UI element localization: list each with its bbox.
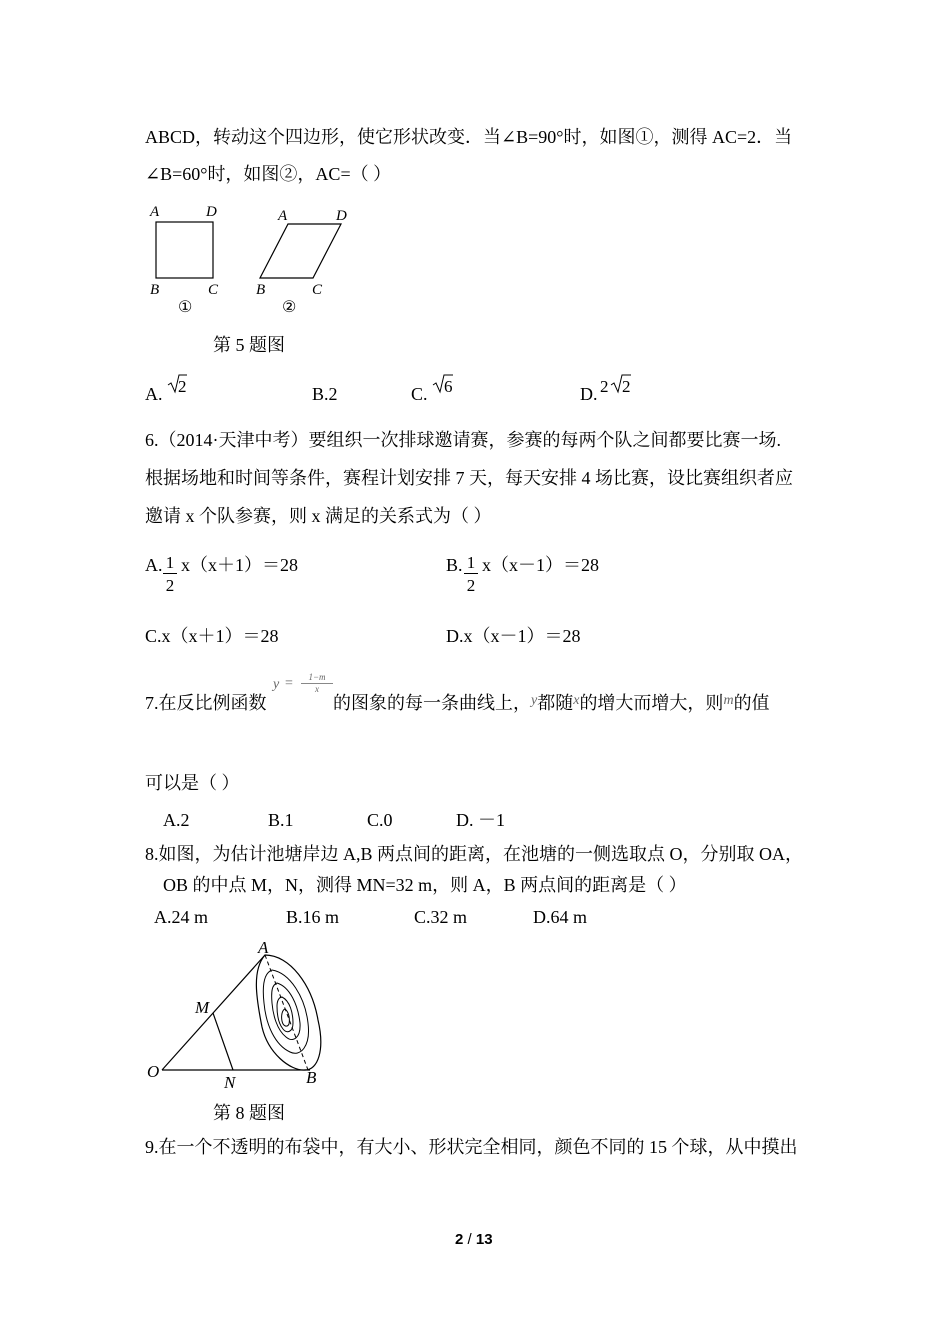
fig1-number: ① [178,299,193,316]
q6-option-a: A. 1 2 x（x＋1）＝28 [145,553,345,603]
segment-mn [213,1013,233,1070]
fig8-label-n: N [224,1073,236,1092]
q6-option-d: D.x（x－1）＝28 [446,626,581,646]
q5-option-b: B.2 [312,384,338,404]
q8-caption: 第 8 题图 [213,1103,285,1123]
segment-ab-dashed [265,955,308,1070]
q6-line3: 邀请 x 个队参赛，则 x 满足的关系式为（ ） [145,506,492,526]
fig1-label-d: D [206,204,217,220]
fig2-number: ② [282,299,297,316]
pond-contour-4 [277,997,293,1032]
q8-option-a: A.24 m [154,907,208,927]
q7-line2: 可以是（ ） [145,773,240,793]
q7-option-c: C.0 [367,810,393,830]
q7-option-b: B.1 [268,810,294,830]
fraction-half: 1 2 [163,553,177,598]
fig2-rhombus [260,224,341,278]
pond-outer-contour [256,955,320,1070]
q6-line2: 根据场地和时间等条件，赛程计划安排 7 天，每天安排 4 场比赛，设比赛组织者应 [145,468,793,488]
q8-option-d: D.64 m [533,907,587,927]
q8-figure [140,935,340,1095]
q7-option-a: A.2 [163,810,190,830]
q8-line2: OB 的中点 M，N，测得 MN=32 m，则 A，B 两点间的距离是（ ） [163,875,687,895]
q7-line1: 7.在反比例函数 [145,693,267,713]
q6-option-c: C.x（x＋1）＝28 [145,626,279,646]
q7-line1-rest: 的图象的每一条曲线上，$^y$都随$^x$的增大而增大，则$^m$的值 [333,693,770,713]
q7-option-d: D. －1 [456,810,505,830]
fig2-label-b: B [256,282,266,298]
fig2-label-c: C [312,282,323,298]
fig1-label-b: B [150,282,160,298]
q9-line1: 9.在一个不透明的布袋中，有大小、形状完全相同，颜色不同的 15 个球，从中摸出 [145,1137,798,1157]
q5-caption: 第 5 题图 [213,335,285,355]
page-number: 2 / 13 [455,1231,493,1248]
fig1-label-a: A [150,204,160,220]
fig2-label-a: A [278,208,288,224]
fig8-label-m: M [195,998,210,1017]
q5-line2: ∠B=60°时，如图②，AC=（ ） [145,164,392,184]
fig2-label-d: D [336,208,347,224]
q8-option-c: C.32 m [414,907,468,927]
q5-line1: ABCD，转动这个四边形，使它形状改变．当∠B=90°时，如图①，测得 AC=2．当 [145,127,793,147]
fig1-square [156,222,213,278]
q6-option-b: B. 1 2 x（x－1）＝28 [446,553,646,603]
q8-option-b: B.16 m [286,907,340,927]
fig8-label-o: O [147,1062,160,1081]
fraction-half: 1 2 [464,553,478,598]
q6-line1: 6.（2014·天津中考）要组织一次排球邀请赛，参赛的每两个队之间都要比赛一场. [145,430,781,450]
fig8-label-a: A [258,938,269,957]
fig8-label-b: B [306,1068,317,1087]
pond-contour-2 [263,970,308,1053]
q7-formula: y = 1−m x [271,672,333,708]
q5-figure [140,200,370,320]
segment-oa [162,955,265,1070]
fig1-label-c: C [208,282,219,298]
q8-line1: 8.如图，为估计池塘岸边 A,B 两点间的距离，在池塘的一侧选取点 O，分别取 OA， [145,844,803,864]
